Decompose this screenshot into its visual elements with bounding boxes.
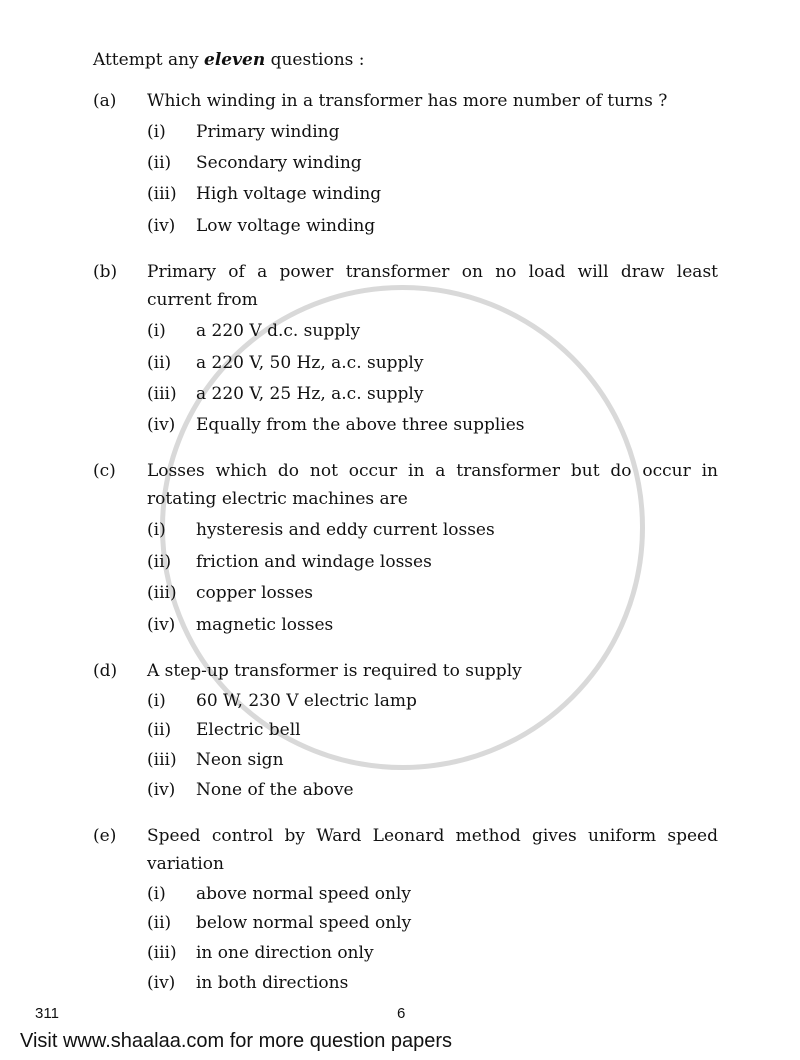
question-label: (b) xyxy=(93,262,118,282)
option-text: Low voltage winding xyxy=(196,216,376,236)
option-text: Secondary winding xyxy=(196,153,362,173)
option-text: Primary winding xyxy=(196,122,340,142)
option-number: (ii) xyxy=(147,552,172,572)
question-text: A step-up transformer is required to supply xyxy=(147,661,522,681)
question-label: (a) xyxy=(93,91,117,111)
option-text: above normal speed only xyxy=(196,884,411,904)
option-text: High voltage winding xyxy=(196,184,382,204)
question-text: Losses which do not occur in a transformer but do occur in rotating electric machines are xyxy=(147,461,718,509)
option-text: in both directions xyxy=(196,973,349,993)
question-text: Speed control by Ward Leonard method gives uniform speed variation xyxy=(147,826,718,874)
option-text: magnetic losses xyxy=(196,615,334,635)
question-label: (e) xyxy=(93,826,117,846)
option-text: Neon sign xyxy=(196,750,284,770)
option-number: (iv) xyxy=(147,780,176,800)
option-number: (ii) xyxy=(147,720,172,740)
instruction-emphasis: eleven xyxy=(204,50,266,70)
option-number: (iv) xyxy=(147,973,176,993)
visit-link[interactable]: Visit www.shaalaa.com for more question papers xyxy=(20,1030,453,1052)
option-number: (iv) xyxy=(147,615,176,635)
option-number: (ii) xyxy=(147,353,172,373)
option-number: (ii) xyxy=(147,153,172,173)
page-code: 311 xyxy=(35,1005,59,1022)
option-number: (iii) xyxy=(147,943,177,963)
question-label: (d) xyxy=(93,661,118,681)
option-text: friction and windage losses xyxy=(196,552,432,572)
option-number: (iii) xyxy=(147,583,177,603)
option-number: (i) xyxy=(147,122,166,142)
option-text: a 220 V d.c. supply xyxy=(196,321,361,341)
option-number: (i) xyxy=(147,520,166,540)
instruction xyxy=(93,49,365,71)
option-text: a 220 V, 25 Hz, a.c. supply xyxy=(196,384,424,404)
option-number: (iv) xyxy=(147,216,176,236)
question-label: (c) xyxy=(93,461,116,481)
instruction-post: questions : xyxy=(265,50,365,70)
option-number: (iv) xyxy=(147,415,176,435)
option-number: (iii) xyxy=(147,384,177,404)
instruction-pre: Attempt any xyxy=(93,50,205,70)
question-text: Which winding in a transformer has more number of turns ? xyxy=(147,91,668,111)
option-number: (i) xyxy=(147,884,166,904)
option-text: Equally from the above three supplies xyxy=(196,415,525,435)
option-number: (iii) xyxy=(147,750,177,770)
option-text: 60 W, 230 V electric lamp xyxy=(196,691,417,711)
option-text: copper losses xyxy=(196,583,314,603)
option-number: (iii) xyxy=(147,184,177,204)
page-number: 6 xyxy=(397,1005,406,1022)
option-number: (i) xyxy=(147,691,166,711)
option-text: None of the above xyxy=(196,780,354,800)
option-text: Electric bell xyxy=(196,720,301,740)
option-number: (ii) xyxy=(147,913,172,933)
option-text: in one direction only xyxy=(196,943,374,963)
option-text: below normal speed only xyxy=(196,913,412,933)
option-text: a 220 V, 50 Hz, a.c. supply xyxy=(196,353,424,373)
option-number: (i) xyxy=(147,321,166,341)
question-text: Primary of a power transformer on no load will draw least current from xyxy=(147,262,718,310)
option-text: hysteresis and eddy current losses xyxy=(196,520,495,540)
